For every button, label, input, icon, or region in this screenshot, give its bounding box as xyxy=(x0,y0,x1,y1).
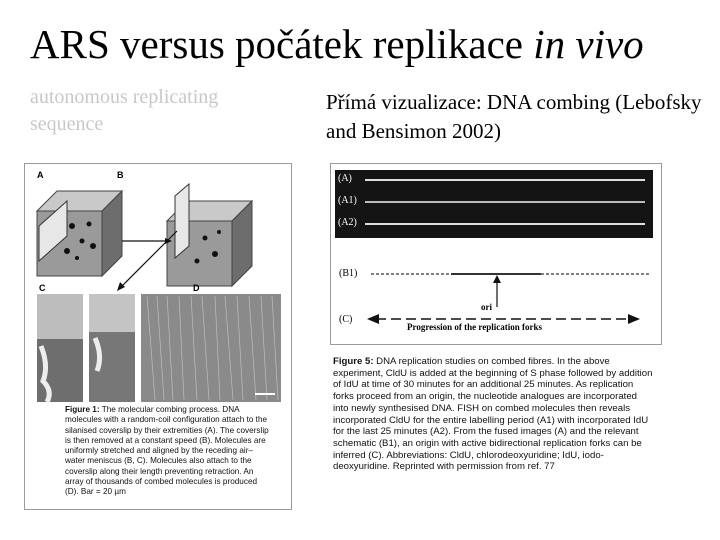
panel-letter-d: D xyxy=(193,283,200,293)
schematic-label-b1: (B1) xyxy=(339,268,358,279)
figure-1 xyxy=(24,163,292,510)
figure-5 xyxy=(330,163,662,345)
fiber-row-a xyxy=(335,170,653,188)
fiber-image-panel xyxy=(335,170,653,238)
slide-subtitle: autonomous replicating sequence xyxy=(30,86,219,135)
schematic-label-c: (C) xyxy=(339,314,353,325)
figure-5-caption-text: DNA replication studies on combed fibres. In the above experiment, CldU is added at the beginning of S phase followed by addition of IdU at time of 30 minutes for an additional 25 minutes. As replication forks proceed from an origin, the nucleotide analogues are incorporated into newly synthesised DNA. FISH on combed molecules then reveals incorporated CldU for the entire labelling period (A1) with incorporated IdU for the last 25 minutes (A2). From the fused images (A) and the relevant schematic (B1), an origin with active bidirectional replication forks can be inferred (C). Abbreviations: CldU, chlorodeoxyuridine; IdU, iodo-deoxyuridine. Reprinted with permission from ref. 77 xyxy=(333,356,653,473)
figure-5-caption xyxy=(333,356,655,473)
figure-1-caption xyxy=(65,405,271,498)
fiber-row-a2 xyxy=(335,214,653,232)
dna-chamber-illustration xyxy=(27,166,287,411)
stretched-dna-micrograph xyxy=(141,294,281,402)
panel-letter-c: C xyxy=(39,283,46,293)
fiber-row-a1 xyxy=(335,192,653,210)
method-text: Přímá vizualizace: DNA combing (Lebofsky and Bensimon 2002) xyxy=(326,90,702,143)
slide-title xyxy=(30,18,644,70)
fiber-label-a: (A) xyxy=(338,173,352,184)
figure-1-caption-text: The molecular combing process. DNA molecules with a random-coil configuration attach to the silanised coverslip by their extremities (A). The coverslip is then removed at a constant speed (B). Molecules are uniformly stretched and aligned by the receding air–water meniscus (B, C). Molecules also attach to the coverslip along their length preventing retraction. An array of thousands of combed molecules is produced (D). Bar = 20 µm xyxy=(65,405,269,497)
figure-5-caption-label: Figure 5: xyxy=(333,356,374,367)
slide-title-italic: in vivo xyxy=(533,21,644,67)
panel-letter-b: B xyxy=(117,170,124,180)
progression-label: Progression of the replication forks xyxy=(407,322,542,332)
figure-1-caption-label: Figure 1: xyxy=(65,405,100,414)
slide-title-main: ARS versus počátek replikace xyxy=(30,21,534,67)
ori-label: ori xyxy=(481,302,492,312)
fiber-label-a2: (A2) xyxy=(338,217,357,228)
fiber-label-a1: (A1) xyxy=(338,195,357,206)
panel-letter-a: A xyxy=(37,170,44,180)
